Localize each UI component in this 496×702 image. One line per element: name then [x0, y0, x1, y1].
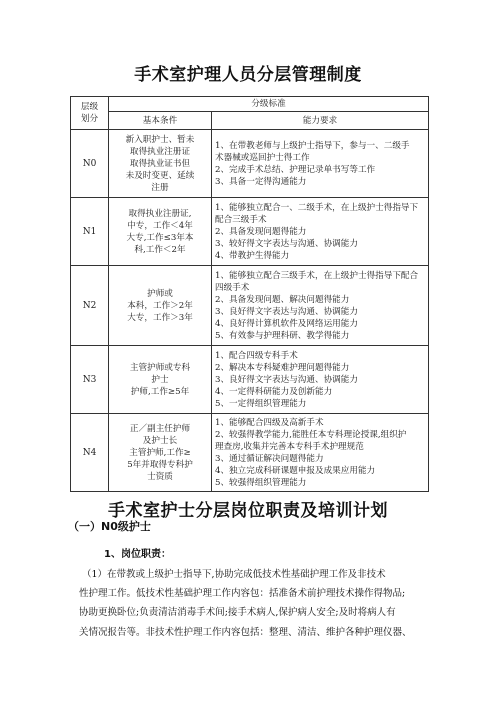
requirement-line: 5、有效参与护理科研、教学得能力 [215, 330, 350, 341]
basic-cell [109, 198, 212, 266]
requirement-line: 2、较强得教学能力,能胜任本专科理论授课,组织护 [215, 429, 407, 440]
level-cell: N1 [71, 198, 109, 266]
level-cell: N4 [71, 414, 109, 492]
subsection-heading: （一）N0级护士 [68, 520, 151, 533]
basic-cell [109, 414, 212, 492]
requirement-line: 3、良好得文字表达与沟通、协调能力 [215, 306, 358, 317]
paragraph-line: 关情况报告等。非技术性护理工作内容包括：整理、清洁、维护各种护理仪器、 [79, 627, 412, 638]
basic-line: 注册 [151, 182, 169, 193]
basic-line: 护师,工作≥5年 [130, 386, 190, 397]
basic-line: 本科，工作＞2年 [127, 300, 193, 311]
basic-cell [109, 346, 212, 414]
basic-line: 主管护师或专科 [129, 362, 191, 373]
requirement-line: 3、良好得文字表达与沟通、协调能力 [215, 374, 358, 385]
requirements-cell [212, 346, 429, 414]
table-row-n4 [71, 414, 429, 492]
header-criteria: 分级标准 [109, 97, 429, 112]
basic-line: 取得执业证书但 [129, 158, 191, 169]
page-title: 手术室护理人员分层管理制度 [134, 65, 362, 85]
basic-cell [109, 130, 212, 198]
requirement-line: 1、能够独立配合一、二级手术，在上级护士得指导下 [215, 202, 419, 213]
header-level: 层级划分 [80, 102, 99, 124]
paragraph-line: 协助更换卧位;负责清洁消毒手术间;接手术病人,保护病人安全;及时将病人有 [79, 607, 396, 618]
requirements-cell [212, 414, 429, 492]
basic-line: 科,工作＜2年 [134, 244, 186, 255]
basic-line: 取得执业注册证, [128, 208, 192, 219]
basic-line: 及护士长 [142, 435, 178, 446]
table-row-n2 [71, 266, 429, 346]
requirement-line: 3、通过循证解决问题得能力 [215, 453, 324, 464]
requirement-line: 3、具备一定得沟通能力 [215, 176, 307, 187]
basic-line: 正／副主任护师 [129, 423, 191, 434]
requirement-line: 4、一定得科研能力及创新能力 [215, 386, 333, 397]
tier-standards-table [70, 96, 429, 492]
basic-line: 未及时变更、延续 [125, 170, 195, 181]
requirement-line: 2、完成手术总结、护理记录单书写等工作 [215, 164, 376, 175]
basic-line: 大专,工作≤3年本 [126, 232, 194, 243]
requirement-line: 4、带教护生得能力 [215, 250, 290, 261]
basic-line: 新入职护士、暂未 [125, 134, 195, 145]
level-cell: N0 [71, 130, 109, 198]
requirement-line: 3、较好得文字表达与沟通、协调能力 [215, 238, 358, 249]
header-basic-conditions: 基本条件 [109, 112, 212, 130]
requirement-line: 1、能够独立配合三级手术，在上级护士得指导下配合 [215, 270, 419, 281]
requirement-line: 5、一定得组织管理能力 [215, 398, 307, 409]
requirement-line: 5、较强得组织管理能力 [215, 477, 307, 488]
requirement-line: 2、具备发现问题、解决问题得能力 [215, 294, 350, 305]
requirement-line: 术器械或巡回护士得工作 [215, 152, 310, 163]
header-ability-requirements: 能力要求 [212, 112, 429, 130]
basic-cell [109, 266, 212, 346]
basic-line: 5年并取得专科护 [127, 459, 193, 470]
requirement-line: 1、能够配合四级及高新手术 [215, 417, 324, 428]
requirements-cell [212, 130, 429, 198]
requirement-line: 2、具备发现问题得能力 [215, 226, 307, 237]
requirement-line: 4、独立完成科研课题申报及成果应用能力 [215, 465, 376, 476]
requirement-line: 理查房,收集并完善本专科手术护理规范 [215, 441, 364, 452]
table-row-n3 [71, 346, 429, 414]
basic-line: 取得执业注册证 [129, 146, 191, 157]
table-row-n0 [71, 130, 429, 198]
basic-line: 士资质 [147, 471, 173, 482]
duties-heading: 1、岗位职责： [104, 549, 171, 560]
table-row-n1 [71, 198, 429, 266]
level-cell: N3 [71, 346, 109, 414]
basic-line: 主管护师,工作≥ [129, 447, 191, 458]
requirement-line: 4、良好得计算机软件及网络运用能力 [215, 318, 358, 329]
header-level-cell [71, 97, 109, 130]
section-title: 手术室护士分层岗位职责及培训计划 [108, 501, 388, 521]
requirement-line: 四级手术 [215, 282, 250, 293]
requirements-cell [212, 266, 429, 346]
requirements-cell [212, 198, 429, 266]
basic-line: 大专，工作＞3年 [127, 312, 193, 323]
requirement-line: 1、配合四级专科手术 [215, 350, 298, 361]
level-cell: N2 [71, 266, 109, 346]
basic-line: 中专，工作＜4年 [127, 220, 193, 231]
basic-line: 护师或 [147, 288, 173, 299]
paragraph-line: 性护理工作。低技术性基础护理工作内容包：括准备术前护理技术操作得物品; [79, 588, 406, 599]
paragraph-line: （1）在带教或上级护士指导下,协助完成低技术性基础护理工作及非技术 [82, 569, 386, 580]
requirement-line: 1、在带教老师与上级护士指导下，参与一、二级手 [215, 140, 410, 151]
basic-line: 护士 [151, 374, 169, 385]
requirement-line: 2、解决本专科疑难护理问题得能力 [215, 362, 350, 373]
requirement-line: 配合三级手术 [215, 214, 267, 225]
